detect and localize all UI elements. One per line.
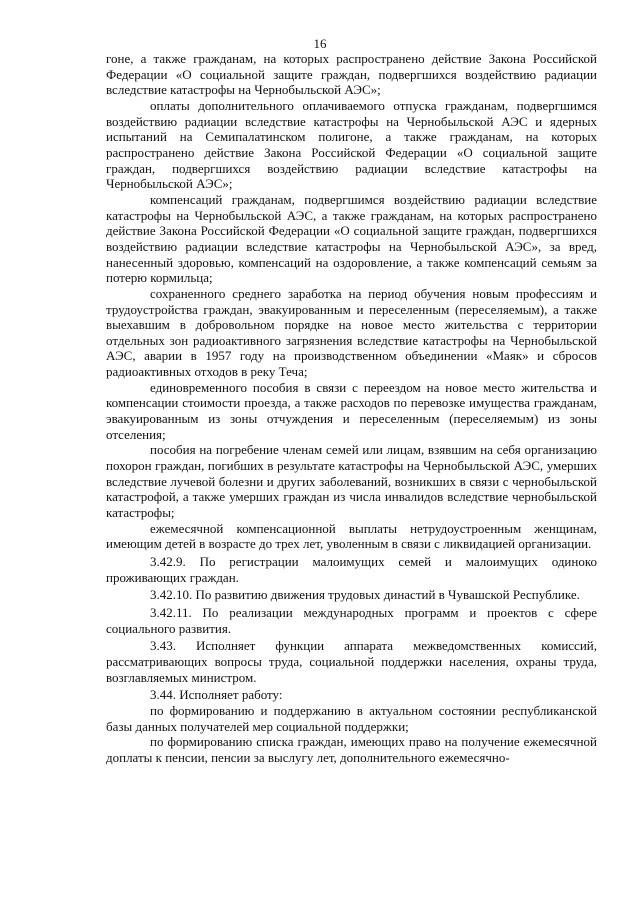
paragraph-2: оплаты дополнительного оплачиваемого отпуска гражданам, подвергшимся воздействию радиации вследствие катастрофы на Чернобыльской АЭС и ядерных испытаний на Семипалатинском полигоне, а также гражданам, на которых распространено действие Закона Российской Федерации «О социальной защите граждан, подвергшихся воздействию радиации вследствие катастрофы на Чернобыльской АЭС»; <box>106 97 597 192</box>
paragraph-12: 3.44. Исполняет работу: <box>150 687 283 703</box>
page-number: 16 <box>313 36 327 51</box>
paragraph-14: по формированию списка граждан, имеющих право на получение ежемесячной доплаты к пенсии, пенсии за выслугу лет, дополнительного ежемесячно- <box>106 734 597 765</box>
paragraph-8: 3.42.9. По регистрации малоимущих семей и малоимущих одиноко проживающих граждан. <box>106 554 597 585</box>
paragraph-13: по формированию и поддержанию в актуальном состоянии республиканской базы данных получателей мер социальной поддержки; <box>106 702 597 734</box>
paragraph-6: пособия на погребение членам семей или лицам, взявшим на себя организацию похорон граждан, погибших в результате катастрофы на Чернобыльской АЭС, умерших вследствие лучевой болезни и других заболеваний, возникших в связи с чернобыльской катастрофой, а также умерших граждан из числа инвалидов вследствие чернобыльской катастрофы; <box>106 442 597 521</box>
paragraph-1: гоне, а также гражданам, на которых распространено действие Закона Российской Федерации «О социальной защите граждан, подвергшихся воздействию радиации вследствие катастрофы на Чернобыльской АЭС»; <box>106 51 597 98</box>
paragraph-3: компенсаций гражданам, подвергшимся воздействию радиации вследствие катастрофы на Чернобыльской АЭС, а также гражданам, на которых распространено действие Закона Российской Федерации «О социальной защите граждан, подвергшихся воздействию радиации вследствие катастрофы на Чернобыльской АЭС», за вред, нанесенный здоровью, компенсаций на оздоровление, а также компенсаций семьям за потерю кормильца; <box>106 191 597 286</box>
paragraph-10: 3.42.11. По реализации международных программ и проектов с сфере социального развития. <box>106 604 597 636</box>
paragraph-4: сохраненного среднего заработка на период обучения новым профессиям и трудоустройства граждан, эвакуированным и переселенным (переселяемым), а также выехавшим в добровольном порядке на новое место жительства с территории отдельных зон радиоактивного загрязнения вследствие катастрофы на Чернобыльской АЭС, аварии в 1957 году на производственном объединении «Маяк» и сбросов радиоактивных отходов в реку Теча; <box>106 285 597 380</box>
paragraph-9: 3.42.10. По развитию движения трудовых династий в Чувашской Республике. <box>150 587 580 603</box>
paragraph-5: единовременного пособия в связи с переездом на новое место жительства и компенсации стоимости проезда, а также расходов по перевозке имущества гражданам, эвакуированным из зоны отчуждения и переселенным (переселяемым) из зоны отселения; <box>106 379 597 442</box>
paragraph-7: ежемесячной компенсационной выплаты нетрудоустроенным женщинам, имеющим детей в возрасте до трех лет, уволенным в связи с ликвидацией организации. <box>106 520 597 552</box>
document-body <box>106 51 597 766</box>
paragraph-11: 3.43. Исполняет функции аппарата межведомственных комиссий, рассматривающих вопросы труда, социальной поддержки населения, охраны труда, возглавляемых министром. <box>106 638 597 685</box>
